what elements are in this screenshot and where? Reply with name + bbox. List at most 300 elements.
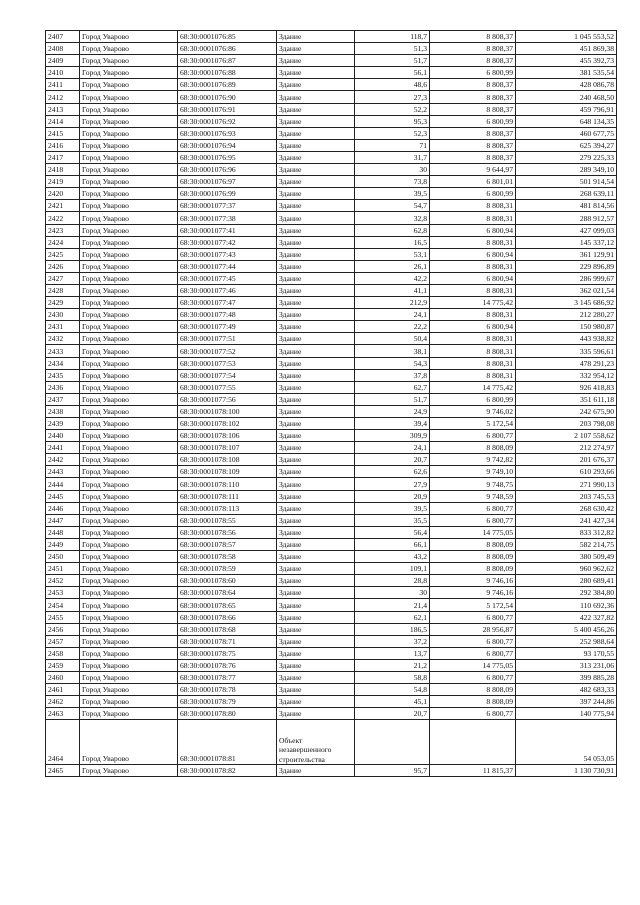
cadastral-value-cell: 459 796,91 xyxy=(516,103,617,115)
area-cell: 309,9 xyxy=(355,430,430,442)
object-type-cell: Здание xyxy=(277,260,355,272)
object-type-cell: Здание xyxy=(277,611,355,623)
row-number-cell: 2436 xyxy=(46,381,80,393)
cadastral-number-cell: 68:30:0001078:110 xyxy=(178,478,277,490)
cadastral-value-cell: 150 980,87 xyxy=(516,321,617,333)
cadastral-value-cell: 460 677,75 xyxy=(516,127,617,139)
object-type-cell: Здание xyxy=(277,91,355,103)
area-cell: 58,8 xyxy=(355,671,430,683)
table-row xyxy=(46,164,617,176)
cadastral-number-cell: 68:30:0001078:106 xyxy=(178,430,277,442)
locality-cell: Город Уварово xyxy=(80,442,178,454)
table-row xyxy=(46,599,617,611)
table-row xyxy=(46,490,617,502)
area-cell: 71 xyxy=(355,139,430,151)
row-number-cell: 2448 xyxy=(46,526,80,538)
row-number-cell: 2460 xyxy=(46,671,80,683)
cadastral-value-cell: 443 938,82 xyxy=(516,333,617,345)
specific-value-cell: 8 808,31 xyxy=(430,357,516,369)
table-row xyxy=(46,321,617,333)
cadastral-number-cell: 68:30:0001077:47 xyxy=(178,297,277,309)
cadastral-value-cell: 648 134,35 xyxy=(516,115,617,127)
specific-value-cell: 5 172,54 xyxy=(430,418,516,430)
cadastral-number-cell: 68:30:0001078:77 xyxy=(178,671,277,683)
cadastral-value-cell: 289 349,10 xyxy=(516,164,617,176)
cadastral-value-cell: 381 535,54 xyxy=(516,67,617,79)
specific-value-cell: 14 775,42 xyxy=(430,381,516,393)
cadastral-value-cell: 5 400 456,26 xyxy=(516,623,617,635)
specific-value-cell: 8 808,37 xyxy=(430,139,516,151)
locality-cell: Город Уварово xyxy=(80,611,178,623)
cadastral-number-cell: 68:30:0001077:54 xyxy=(178,369,277,381)
cadastral-number-cell: 68:30:0001077:43 xyxy=(178,248,277,260)
area-cell: 51,7 xyxy=(355,393,430,405)
table-row xyxy=(46,502,617,514)
object-type-cell: Здание xyxy=(277,502,355,514)
specific-value-cell: 14 775,05 xyxy=(430,659,516,671)
row-number-cell: 2423 xyxy=(46,224,80,236)
locality-cell: Город Уварово xyxy=(80,551,178,563)
table-row xyxy=(46,587,617,599)
locality-cell: Город Уварово xyxy=(80,587,178,599)
row-number-cell: 2424 xyxy=(46,236,80,248)
row-number-cell: 2450 xyxy=(46,551,80,563)
cadastral-number-cell: 68:30:0001077:46 xyxy=(178,284,277,296)
table-row xyxy=(46,696,617,708)
table-row xyxy=(46,309,617,321)
object-type-cell: Здание xyxy=(277,405,355,417)
cadastral-number-cell: 68:30:0001076:94 xyxy=(178,139,277,151)
table-row xyxy=(46,55,617,67)
object-type-cell: Здание xyxy=(277,587,355,599)
specific-value-cell: 8 808,09 xyxy=(430,442,516,454)
locality-cell: Город Уварово xyxy=(80,647,178,659)
table-row xyxy=(46,79,617,91)
cadastral-value-cell: 201 676,37 xyxy=(516,454,617,466)
specific-value-cell: 8 808,31 xyxy=(430,260,516,272)
cadastral-number-cell: 68:30:0001078:75 xyxy=(178,647,277,659)
table-row xyxy=(46,103,617,115)
object-type-cell: Здание xyxy=(277,248,355,260)
cadastral-value-cell: 335 596,61 xyxy=(516,345,617,357)
table-row xyxy=(46,538,617,550)
cadastral-number-cell: 68:30:0001078:60 xyxy=(178,575,277,587)
cadastral-number-cell: 68:30:0001077:52 xyxy=(178,345,277,357)
object-type-cell: Здание xyxy=(277,151,355,163)
object-type-cell: Здание xyxy=(277,418,355,430)
specific-value-cell: 6 800,94 xyxy=(430,248,516,260)
cadastral-value-cell: 252 988,64 xyxy=(516,635,617,647)
cadastral-value-cell: 926 418,83 xyxy=(516,381,617,393)
row-number-cell: 2425 xyxy=(46,248,80,260)
cadastral-number-cell: 68:30:0001076:87 xyxy=(178,55,277,67)
area-cell: 212,9 xyxy=(355,297,430,309)
cadastral-number-cell: 68:30:0001076:89 xyxy=(178,79,277,91)
row-number-cell: 2451 xyxy=(46,563,80,575)
object-type-cell: Здание xyxy=(277,127,355,139)
locality-cell: Город Уварово xyxy=(80,526,178,538)
locality-cell: Город Уварово xyxy=(80,212,178,224)
object-type-cell: Здание xyxy=(277,478,355,490)
area-cell: 28,8 xyxy=(355,575,430,587)
object-type-cell: Здание xyxy=(277,224,355,236)
object-type-cell: Здание xyxy=(277,115,355,127)
area-cell: 26,1 xyxy=(355,260,430,272)
locality-cell: Город Уварово xyxy=(80,418,178,430)
cadastral-number-cell: 68:30:0001076:90 xyxy=(178,91,277,103)
cadastral-number-cell: 68:30:0001078:55 xyxy=(178,514,277,526)
cadastral-value-cell: 451 869,38 xyxy=(516,43,617,55)
locality-cell: Город Уварово xyxy=(80,79,178,91)
table-row xyxy=(46,551,617,563)
cadastral-number-cell: 68:30:0001076:96 xyxy=(178,164,277,176)
row-number-cell: 2434 xyxy=(46,357,80,369)
cadastral-number-cell: 68:30:0001077:56 xyxy=(178,393,277,405)
area-cell: 20,9 xyxy=(355,490,430,502)
cadastral-number-cell: 68:30:0001078:71 xyxy=(178,635,277,647)
cadastral-number-cell: 68:30:0001077:55 xyxy=(178,381,277,393)
table-row xyxy=(46,151,617,163)
cadastral-number-cell: 68:30:0001076:85 xyxy=(178,31,277,43)
table-row xyxy=(46,357,617,369)
cadastral-number-cell: 68:30:0001077:42 xyxy=(178,236,277,248)
table-row xyxy=(46,115,617,127)
locality-cell: Город Уварово xyxy=(80,236,178,248)
locality-cell: Город Уварово xyxy=(80,297,178,309)
row-number-cell: 2411 xyxy=(46,79,80,91)
cadastral-value-cell: 145 337,12 xyxy=(516,236,617,248)
cadastral-number-cell: 68:30:0001078:59 xyxy=(178,563,277,575)
cadastral-value-cell: 271 990,13 xyxy=(516,478,617,490)
locality-cell: Город Уварово xyxy=(80,720,178,765)
table-row xyxy=(46,405,617,417)
row-number-cell: 2431 xyxy=(46,321,80,333)
table-row xyxy=(46,284,617,296)
specific-value-cell: 6 800,77 xyxy=(430,635,516,647)
table-row xyxy=(46,454,617,466)
specific-value-cell: 5 172,54 xyxy=(430,599,516,611)
row-number-cell: 2426 xyxy=(46,260,80,272)
row-number-cell: 2461 xyxy=(46,684,80,696)
specific-value-cell: 28 956,87 xyxy=(430,623,516,635)
row-number-cell: 2456 xyxy=(46,623,80,635)
table-row xyxy=(46,31,617,43)
area-cell: 35,5 xyxy=(355,514,430,526)
table-row xyxy=(46,272,617,284)
table-row xyxy=(46,647,617,659)
area-cell: 51,7 xyxy=(355,55,430,67)
row-number-cell: 2430 xyxy=(46,309,80,321)
row-number-cell: 2440 xyxy=(46,430,80,442)
locality-cell: Город Уварово xyxy=(80,321,178,333)
cadastral-value-cell: 351 611,18 xyxy=(516,393,617,405)
object-type-cell: Здание xyxy=(277,454,355,466)
cadastral-value-cell: 380 509,49 xyxy=(516,551,617,563)
row-number-cell: 2415 xyxy=(46,127,80,139)
row-number-cell: 2429 xyxy=(46,297,80,309)
locality-cell: Город Уварово xyxy=(80,659,178,671)
locality-cell: Город Уварово xyxy=(80,502,178,514)
row-number-cell: 2412 xyxy=(46,91,80,103)
locality-cell: Город Уварово xyxy=(80,176,178,188)
area-cell: 54,8 xyxy=(355,684,430,696)
specific-value-cell: 8 808,31 xyxy=(430,212,516,224)
area-cell: 109,1 xyxy=(355,563,430,575)
row-number-cell: 2441 xyxy=(46,442,80,454)
locality-cell: Город Уварово xyxy=(80,684,178,696)
area-cell: 62,1 xyxy=(355,611,430,623)
locality-cell: Город Уварово xyxy=(80,284,178,296)
cadastral-value-cell: 93 170,55 xyxy=(516,647,617,659)
cadastral-value-cell: 203 745,53 xyxy=(516,490,617,502)
area-cell: 24,1 xyxy=(355,309,430,321)
row-number-cell: 2449 xyxy=(46,538,80,550)
object-type-cell: Здание xyxy=(277,442,355,454)
row-number-cell: 2438 xyxy=(46,405,80,417)
locality-cell: Город Уварово xyxy=(80,345,178,357)
specific-value-cell: 9 746,16 xyxy=(430,575,516,587)
locality-cell: Город Уварово xyxy=(80,67,178,79)
object-type-cell: Здание xyxy=(277,333,355,345)
row-number-cell: 2416 xyxy=(46,139,80,151)
object-type-cell: Здание xyxy=(277,551,355,563)
cadastral-value-cell: 212 274,97 xyxy=(516,442,617,454)
locality-cell: Город Уварово xyxy=(80,430,178,442)
table-row xyxy=(46,381,617,393)
row-number-cell: 2459 xyxy=(46,659,80,671)
cadastral-value-cell: 481 814,56 xyxy=(516,200,617,212)
cadastral-number-cell: 68:30:0001078:68 xyxy=(178,623,277,635)
table-row xyxy=(46,176,617,188)
table-row xyxy=(46,611,617,623)
area-cell: 118,7 xyxy=(355,31,430,43)
object-type-cell: Здание xyxy=(277,563,355,575)
specific-value-cell: 8 808,31 xyxy=(430,200,516,212)
cadastral-value-cell: 1 130 730,91 xyxy=(516,765,617,777)
cadastral-value-cell: 427 099,03 xyxy=(516,224,617,236)
cadastral-value-cell: 110 692,36 xyxy=(516,599,617,611)
specific-value-cell: 6 800,77 xyxy=(430,671,516,683)
table-row xyxy=(46,526,617,538)
cadastral-number-cell: 68:30:0001078:58 xyxy=(178,551,277,563)
object-type-cell: Здание xyxy=(277,31,355,43)
cadastral-value-cell: 397 244,86 xyxy=(516,696,617,708)
cadastral-value-cell: 313 231,06 xyxy=(516,659,617,671)
cadastral-value-cell: 241 427,34 xyxy=(516,514,617,526)
area-cell: 66,1 xyxy=(355,538,430,550)
locality-cell: Город Уварово xyxy=(80,200,178,212)
row-number-cell: 2432 xyxy=(46,333,80,345)
cadastral-number-cell: 68:30:0001076:92 xyxy=(178,115,277,127)
object-type-cell: Здание xyxy=(277,200,355,212)
object-type-cell: Здание xyxy=(277,139,355,151)
cadastral-value-cell: 288 912,57 xyxy=(516,212,617,224)
cadastral-number-cell: 68:30:0001076:91 xyxy=(178,103,277,115)
object-type-cell: Здание xyxy=(277,236,355,248)
locality-cell: Город Уварово xyxy=(80,514,178,526)
object-type-cell: Здание xyxy=(277,284,355,296)
row-number-cell: 2433 xyxy=(46,345,80,357)
cadastral-number-cell: 68:30:0001076:88 xyxy=(178,67,277,79)
area-cell: 54,3 xyxy=(355,357,430,369)
area-cell: 20,7 xyxy=(355,708,430,720)
object-type-cell: Здание xyxy=(277,765,355,777)
locality-cell: Город Уварово xyxy=(80,405,178,417)
row-number-cell: 2413 xyxy=(46,103,80,115)
object-type-cell: Здание xyxy=(277,381,355,393)
area-cell: 32,8 xyxy=(355,212,430,224)
specific-value-cell: 14 775,42 xyxy=(430,297,516,309)
table-row xyxy=(46,139,617,151)
table-row xyxy=(46,720,617,765)
area-cell: 48,6 xyxy=(355,79,430,91)
cadastral-value-cell: 455 392,73 xyxy=(516,55,617,67)
specific-value-cell: 6 800,99 xyxy=(430,67,516,79)
row-number-cell: 2422 xyxy=(46,212,80,224)
cadastral-value-cell: 582 214,75 xyxy=(516,538,617,550)
object-type-cell: Здание xyxy=(277,393,355,405)
document-sheet xyxy=(45,30,616,777)
locality-cell: Город Уварово xyxy=(80,91,178,103)
cadastral-number-cell: 68:30:0001078:64 xyxy=(178,587,277,599)
cadastral-value-cell: 362 021,54 xyxy=(516,284,617,296)
area-cell: 45,1 xyxy=(355,696,430,708)
specific-value-cell: 6 800,99 xyxy=(430,393,516,405)
cadastral-number-cell: 68:30:0001078:80 xyxy=(178,708,277,720)
object-type-cell: Здание xyxy=(277,684,355,696)
locality-cell: Город Уварово xyxy=(80,127,178,139)
area-cell: 50,4 xyxy=(355,333,430,345)
specific-value-cell: 6 800,77 xyxy=(430,647,516,659)
specific-value-cell: 6 800,99 xyxy=(430,115,516,127)
table-row xyxy=(46,466,617,478)
specific-value-cell: 8 808,31 xyxy=(430,284,516,296)
locality-cell: Город Уварово xyxy=(80,103,178,115)
row-number-cell: 2443 xyxy=(46,466,80,478)
cadastral-number-cell: 68:30:0001078:102 xyxy=(178,418,277,430)
cadastral-value-cell: 3 145 686,92 xyxy=(516,297,617,309)
locality-cell: Город Уварово xyxy=(80,309,178,321)
object-type-cell: Здание xyxy=(277,212,355,224)
cadastral-value-table xyxy=(45,30,617,777)
cadastral-value-cell: 240 468,50 xyxy=(516,91,617,103)
object-type-cell: Здание xyxy=(277,575,355,587)
cadastral-number-cell: 68:30:0001076:95 xyxy=(178,151,277,163)
cadastral-value-cell: 268 630,42 xyxy=(516,502,617,514)
locality-cell: Город Уварово xyxy=(80,623,178,635)
cadastral-number-cell: 68:30:0001078:107 xyxy=(178,442,277,454)
object-type-cell: Здание xyxy=(277,357,355,369)
locality-cell: Город Уварово xyxy=(80,224,178,236)
object-type-cell: Здание xyxy=(277,526,355,538)
locality-cell: Город Уварово xyxy=(80,55,178,67)
locality-cell: Город Уварово xyxy=(80,333,178,345)
row-number-cell: 2428 xyxy=(46,284,80,296)
cadastral-value-cell: 292 384,80 xyxy=(516,587,617,599)
cadastral-number-cell: 68:30:0001078:109 xyxy=(178,466,277,478)
table-row xyxy=(46,635,617,647)
row-number-cell: 2439 xyxy=(46,418,80,430)
table-row xyxy=(46,708,617,720)
cadastral-number-cell: 68:30:0001078:111 xyxy=(178,490,277,502)
area-cell: 52,3 xyxy=(355,127,430,139)
object-type-cell: Здание xyxy=(277,635,355,647)
area-cell: 24,9 xyxy=(355,405,430,417)
cadastral-number-cell: 68:30:0001076:97 xyxy=(178,176,277,188)
table-row xyxy=(46,442,617,454)
table-body xyxy=(46,31,617,777)
cadastral-value-cell: 960 962,62 xyxy=(516,563,617,575)
specific-value-cell: 6 800,94 xyxy=(430,224,516,236)
table-row xyxy=(46,563,617,575)
cadastral-value-cell: 2 107 558,62 xyxy=(516,430,617,442)
cadastral-value-cell: 399 885,28 xyxy=(516,671,617,683)
locality-cell: Город Уварово xyxy=(80,260,178,272)
cadastral-value-cell: 478 291,23 xyxy=(516,357,617,369)
locality-cell: Город Уварово xyxy=(80,490,178,502)
object-type-cell: Здание xyxy=(277,297,355,309)
object-type-cell: Здание xyxy=(277,430,355,442)
locality-cell: Город Уварово xyxy=(80,381,178,393)
cadastral-number-cell: 68:30:0001077:53 xyxy=(178,357,277,369)
row-number-cell: 2435 xyxy=(46,369,80,381)
cadastral-number-cell: 68:30:0001078:76 xyxy=(178,659,277,671)
object-type-cell: Объект незавершенного строительства xyxy=(277,720,355,765)
table-row xyxy=(46,224,617,236)
table-row xyxy=(46,297,617,309)
specific-value-cell: 9 742,82 xyxy=(430,454,516,466)
object-type-cell: Здание xyxy=(277,43,355,55)
object-type-cell: Здание xyxy=(277,272,355,284)
row-number-cell: 2447 xyxy=(46,514,80,526)
cadastral-value-cell: 54 053,05 xyxy=(516,720,617,765)
table-row xyxy=(46,188,617,200)
cadastral-number-cell: 68:30:0001078:56 xyxy=(178,526,277,538)
area-cell: 56,1 xyxy=(355,67,430,79)
specific-value-cell: 8 808,31 xyxy=(430,309,516,321)
locality-cell: Город Уварово xyxy=(80,708,178,720)
area-cell: 39,5 xyxy=(355,502,430,514)
locality-cell: Город Уварово xyxy=(80,599,178,611)
specific-value-cell: 8 808,31 xyxy=(430,236,516,248)
row-number-cell: 2437 xyxy=(46,393,80,405)
object-type-cell: Здание xyxy=(277,309,355,321)
area-cell: 27,9 xyxy=(355,478,430,490)
specific-value-cell: 6 800,77 xyxy=(430,430,516,442)
specific-value-cell: 8 808,37 xyxy=(430,91,516,103)
table-row xyxy=(46,369,617,381)
specific-value-cell: 6 800,94 xyxy=(430,321,516,333)
specific-value-cell: 9 748,59 xyxy=(430,490,516,502)
cadastral-value-cell: 625 394,27 xyxy=(516,139,617,151)
locality-cell: Город Уварово xyxy=(80,357,178,369)
area-cell: 62,7 xyxy=(355,381,430,393)
specific-value-cell: 8 808,37 xyxy=(430,55,516,67)
cadastral-value-cell: 212 280,27 xyxy=(516,309,617,321)
specific-value-cell: 8 808,31 xyxy=(430,369,516,381)
locality-cell: Город Уварово xyxy=(80,563,178,575)
area-cell: 22,2 xyxy=(355,321,430,333)
cadastral-number-cell: 68:30:0001076:93 xyxy=(178,127,277,139)
table-row xyxy=(46,236,617,248)
row-number-cell: 2407 xyxy=(46,31,80,43)
table-row xyxy=(46,200,617,212)
row-number-cell: 2414 xyxy=(46,115,80,127)
row-number-cell: 2463 xyxy=(46,708,80,720)
specific-value-cell: 6 800,77 xyxy=(430,708,516,720)
table-row xyxy=(46,91,617,103)
locality-cell: Город Уварово xyxy=(80,151,178,163)
